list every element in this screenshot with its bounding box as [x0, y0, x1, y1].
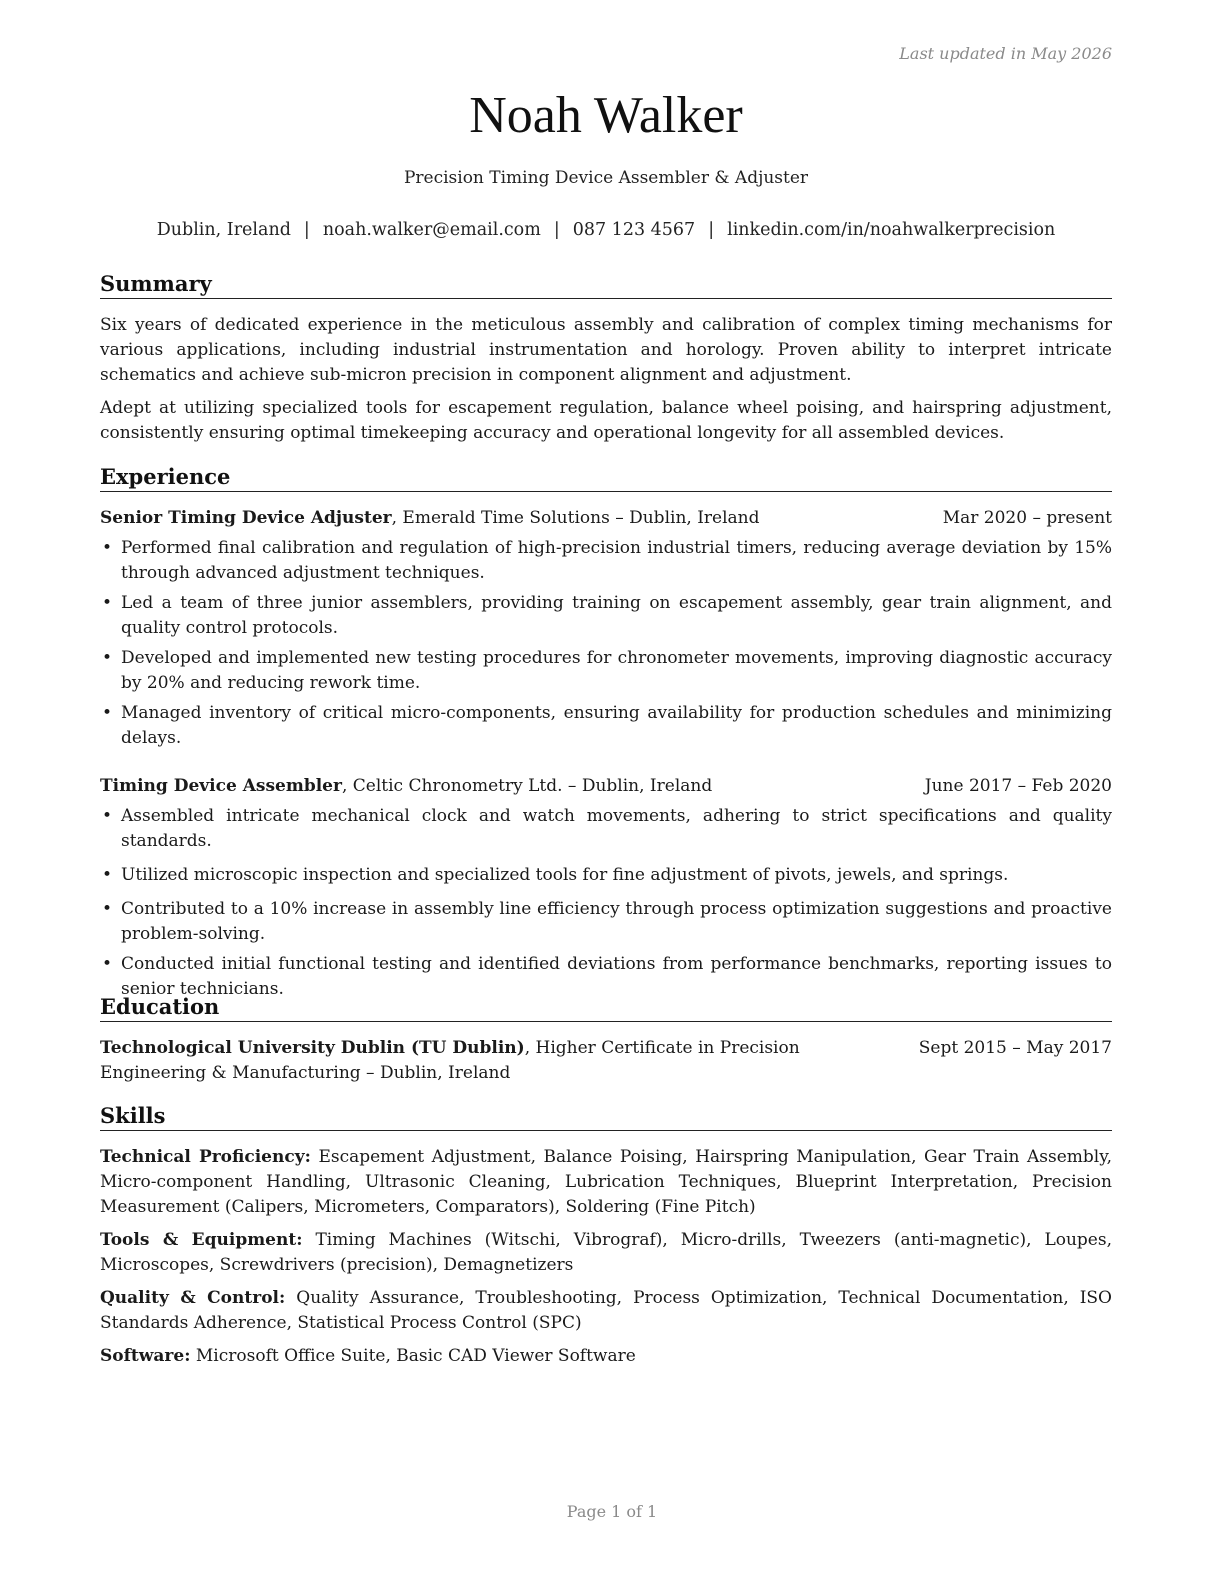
section-title-summary: Summary [100, 270, 1112, 299]
job-dates: Mar 2020 – present [942, 508, 1112, 528]
contact-location: Dublin, Ireland [156, 220, 291, 240]
contact-separator: | [303, 220, 310, 240]
skill-items: Quality Assurance, Troubleshooting, Process Optimization, Technical Documentation, ISO Standards Adherence, Statistical Process Control (SPC) [100, 1288, 1112, 1333]
job-bullet: • Led a team of three junior assemblers, providing training on escapement assembly, gear train alignment, and quality control protocols. [102, 593, 1112, 638]
contact-separator: | [708, 220, 715, 240]
job-bullet: • Contributed to a 10% increase in assembly line efficiency through process optimization suggestions and proactive problem-solving. [102, 899, 1112, 944]
skill-items: Escapement Adjustment, Balance Poising, Hairspring Manipulation, Gear Train Assembly, Micro-component Handling, Ultrasonic Cleaning, Lubrication Techniques, Blueprint Interpretation, Precision Measurement (Calipers, Micrometers, Comparators), Soldering (Fine Pitch) [100, 1147, 1112, 1217]
education-school: Technological University Dublin (TU Dublin) [100, 1038, 525, 1058]
contact-phone[interactable]: 087 123 4567 [572, 220, 696, 240]
skill-items: Timing Machines (Witschi, Vibrograf), Micro-drills, Tweezers (anti-magnetic), Loupes, Microscopes, Screwdrivers (precision), Demagnetizers [100, 1230, 1112, 1275]
summary-paragraph: Six years of dedicated experience in the meticulous assembly and calibration of complex timing mechanisms for various applications, including industrial instrumentation and horology. Proven ability to interpret intricate schematics and achieve sub-micron precision in component alignment and adjustment. [100, 315, 1112, 385]
skill-label: Quality & Control: [100, 1288, 286, 1308]
contact-line [100, 220, 1112, 240]
summary-section [100, 270, 1112, 446]
job-header [100, 506, 1112, 531]
job-header [100, 774, 1112, 799]
job-bullet: • Assembled intricate mechanical clock and watch movements, adhering to strict specifications and quality standards. [102, 806, 1112, 851]
education-details: , Higher Certificate in Precision Engineering & Manufacturing – Dublin, Ireland [100, 1038, 800, 1083]
candidate-name: Noah Walker [469, 87, 743, 144]
skill-group [100, 1228, 1112, 1278]
contact-email[interactable]: noah.walker@email.com [322, 220, 541, 240]
job-bullet: • Developed and implemented new testing procedures for chronometer movements, improving diagnostic accuracy by 20% and reducing rework time. [102, 648, 1112, 693]
section-title-education: Education [100, 993, 1112, 1022]
contact-separator: | [553, 220, 560, 240]
job-entry [100, 774, 1112, 1002]
page-number: Page 1 of 1 [566, 1502, 658, 1521]
job-org: , Celtic Chronometry Ltd. – Dublin, Ireland [341, 776, 713, 796]
skill-group [100, 1286, 1112, 1336]
summary-paragraph: Adept at utilizing specialized tools for escapement regulation, balance wheel poising, and hairspring adjustment, consistently ensuring optimal timekeeping accuracy and operational longevity for all assembled devices. [100, 398, 1112, 443]
job-role: Timing Device Assembler [100, 776, 342, 796]
last-updated-note: Last updated in May 2026 [899, 44, 1112, 63]
education-section [100, 993, 1112, 1086]
job-bullets [100, 804, 1112, 1002]
contact-linkedin[interactable]: linkedin.com/in/noahwalkerprecision [727, 220, 1056, 240]
job-org: , Emerald Time Solutions – Dublin, Ireland [391, 508, 760, 528]
skill-label: Tools & Equipment: [100, 1230, 303, 1250]
section-title-skills: Skills [100, 1102, 1112, 1131]
job-role: Senior Timing Device Adjuster [100, 508, 392, 528]
skill-items: Microsoft Office Suite, Basic CAD Viewer Software [195, 1346, 636, 1366]
resume-page [100, 0, 1112, 1584]
skills-section [100, 1102, 1112, 1369]
job-bullet: • Performed final calibration and regulation of high-precision industrial timers, reducing average deviation by 15% through advanced adjustment techniques. [102, 538, 1112, 583]
education-dates: Sept 2015 – May 2017 [918, 1038, 1112, 1058]
job-bullet: • Utilized microscopic inspection and specialized tools for fine adjustment of pivots, jewels, and springs. [102, 865, 1009, 885]
experience-section [100, 463, 1112, 1002]
job-bullet: • Managed inventory of critical micro-components, ensuring availability for production schedules and minimizing delays. [102, 703, 1112, 748]
skill-label: Software: [100, 1346, 191, 1366]
job-bullets [100, 536, 1112, 751]
job-dates: June 2017 – Feb 2020 [924, 776, 1112, 796]
section-title-experience: Experience [100, 463, 1112, 492]
skill-group [100, 1344, 1112, 1369]
education-entry [100, 1036, 1112, 1086]
skill-group [100, 1145, 1112, 1220]
candidate-headline: Precision Timing Device Assembler & Adjuster [403, 168, 809, 188]
job-bullet: • Conducted initial functional testing and identified deviations from performance benchmarks, reporting issues to senior technicians. [102, 954, 1112, 999]
skill-label: Technical Proficiency: [100, 1147, 311, 1167]
job-entry [100, 506, 1112, 751]
